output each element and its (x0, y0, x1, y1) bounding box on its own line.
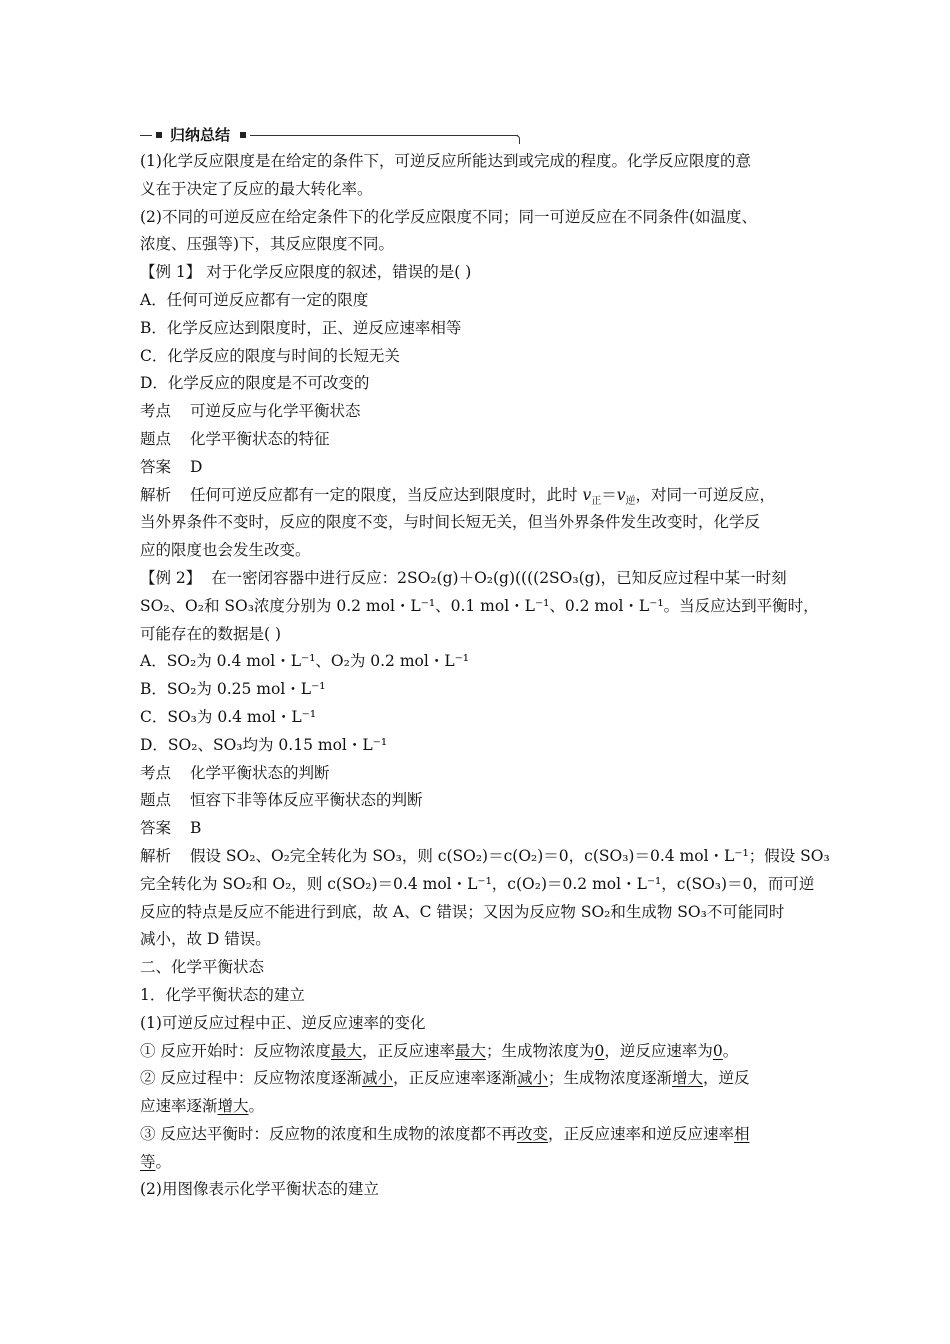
fill-answer: 最大 (454, 1041, 486, 1060)
fill-answer: 等 (140, 1152, 156, 1171)
tidian-label: 题点 (140, 429, 172, 448)
item-text: ① 反应开始时：反应物浓度 (140, 1041, 331, 1060)
example-2-option-b: B．SO₂为 0.25 mol・L⁻¹ (140, 680, 326, 699)
analysis-label: 解析 (140, 846, 172, 865)
fill-answer: 减小 (516, 1069, 548, 1088)
rate-change-item-2 (140, 1065, 820, 1093)
example-1-option-b: B．化学反应达到限度时，正、逆反应速率相等 (140, 318, 462, 337)
example-2-kaodian (140, 760, 820, 788)
kaodian-text: 可逆反应与化学平衡状态 (190, 402, 361, 421)
tidian-label: 题点 (140, 791, 172, 810)
item-text: ；生成物浓度为 (485, 1041, 595, 1060)
answer-text: B (190, 819, 202, 838)
rate-change-item-1 (140, 1038, 820, 1066)
example-1-option-d: D．化学反应的限度是不可改变的 (140, 374, 370, 393)
answer-label: 答案 (140, 457, 172, 476)
item-text: ，正反应速率逐渐 (392, 1069, 517, 1088)
summary-paragraph-2-cont: 浓度、压强等)下，其反应限度不同。 (140, 235, 395, 254)
rate-equality: v (582, 485, 592, 504)
item-text: ③ 反应达平衡时：反应物的浓度和生成物的浓度都不再 (140, 1124, 517, 1143)
section-heading: 二、化学平衡状态 (140, 958, 265, 977)
item-text: ，正反应速率和逆反应速率 (547, 1124, 734, 1143)
rate-change-item-3 (140, 1121, 820, 1149)
document-page (140, 126, 830, 1204)
example-1-analysis: 解析 任何可逆反应都有一定的限度，当反应达到限度时，此时 $v_正=v_逆$，对同一可逆反应， (140, 482, 820, 510)
example-1-kaodian (140, 398, 820, 426)
example-1-analysis-line-2: 当外界条件不变时，反应的限度不变，与时间长短无关，但当外界条件发生改变时，化学反 (140, 513, 761, 532)
example-1-option-c: C．化学反应的限度与时间的长短无关 (140, 346, 400, 365)
example-2-answer (140, 815, 820, 843)
kaodian-label: 考点 (140, 763, 172, 782)
example-2-analysis-line-2: 完全转化为 SO₂和 O₂，则 c(SO₂)＝0.4 mol・L⁻¹，c(O₂)＝0.2 mol・L⁻¹，c(SO₃)＝0，而可逆 (140, 874, 815, 893)
example-2-tidian (140, 787, 820, 815)
item-text: 。 (155, 1152, 172, 1171)
fill-answer: 增大 (217, 1097, 249, 1116)
subsection-heading: 1．化学平衡状态的建立 (140, 985, 305, 1004)
example-2-stem-text: 在一密闭容器中进行反应：2SO₂(g)＋O₂(g)((((2SO₃(g)，已知反应过程中某一时刻 (211, 568, 787, 587)
item-text: ，逆反应速率为 (604, 1041, 713, 1060)
subsection-item-2: (2)用图像表示化学平衡状态的建立 (140, 1180, 379, 1199)
example-2-option-a: A．SO₂为 0.4 mol・L⁻¹、O₂为 0.2 mol・L⁻¹ (140, 652, 470, 671)
header-lead-line (140, 135, 152, 136)
answer-text: D (190, 457, 203, 476)
summary-paragraph-1: (1)化学反应限度是在给定的条件下，可逆反应所能达到或完成的程度。化学反应限度的意 (140, 152, 751, 170)
header-square-icon (156, 132, 162, 138)
example-2-option-c: C．SO₃为 0.4 mol・L⁻¹ (140, 707, 317, 726)
fill-answer: 相 (733, 1124, 750, 1143)
fill-answer: 0 (712, 1041, 723, 1060)
answer-label: 答案 (140, 819, 172, 838)
analysis-text: 假设 SO₂、O₂完全转化为 SO₃，则 c(SO₂)＝c(O₂)＝0，c(SO₃)＝0.4 mol・L⁻¹；假设 SO₃ (190, 846, 830, 865)
example-1-stem: 【例 1】 对于化学反应限度的叙述，错误的是( ) (140, 263, 472, 282)
example-2-option-d: D．SO₂、SO₃均为 0.15 mol・L⁻¹ (140, 735, 388, 754)
kaodian-label: 考点 (140, 402, 172, 421)
summary-header (140, 126, 520, 148)
example-2-analysis-line-3: 反应的特点是反应不能进行到底，故 A、C 错误；又因为反应物 SO₂和生成物 SO₃不可能同时 (140, 902, 785, 921)
example-2-analysis (140, 843, 830, 871)
summary-paragraph-2: (2)不同的可逆反应在给定条件下的化学反应限度不同；同一可逆反应在不同条件(如温度、 (140, 207, 758, 226)
subsection-item-1: (1)可逆反应过程中正、逆反应速率的变化 (140, 1013, 426, 1032)
header-rule (250, 135, 518, 136)
tidian-text: 化学平衡状态的特征 (190, 429, 330, 448)
tidian-text: 恒容下非等体反应平衡状态的判断 (190, 791, 423, 810)
fill-answer: 0 (594, 1041, 605, 1060)
item-text: ，逆反 (703, 1069, 750, 1088)
rate-change-item-2-cont (140, 1093, 820, 1121)
example-2-stem-line-3: 可能存在的数据是( ) (140, 624, 282, 643)
example-2-stem-line-2: SO₂、O₂和 SO₃浓度分别为 0.2 mol・L⁻¹、0.1 mol・L⁻¹、0.2 mol・L⁻¹。当反应达到平衡时， (140, 596, 819, 615)
example-2-analysis-line-4: 减小，故 D 错误。 (140, 930, 271, 949)
header-corner (515, 135, 520, 144)
rate-change-item-3-cont (140, 1149, 820, 1177)
kaodian-text: 化学平衡状态的判断 (190, 763, 330, 782)
summary-paragraph-1-cont: 义在于决定了反应的最大转化率。 (140, 179, 373, 198)
item-text: 。 (722, 1041, 739, 1060)
item-text: ② 反应过程中：反应物浓度逐渐 (140, 1069, 362, 1088)
example-2-label: 【例 2】 (140, 568, 202, 587)
analysis-text: ，对同一可逆反应， (635, 485, 775, 504)
header-square-icon (240, 132, 246, 138)
item-text: ，正反应速率 (361, 1041, 455, 1060)
example-1-answer (140, 454, 820, 482)
analysis-label: 解析 (140, 485, 172, 504)
item-text: 应速率逐渐 (140, 1097, 218, 1116)
fill-answer: 改变 (516, 1124, 548, 1143)
example-2-stem (140, 565, 820, 593)
fill-answer: 增大 (672, 1069, 704, 1088)
fill-answer: 减小 (361, 1069, 393, 1088)
analysis-text: 任何可逆反应都有一定的限度，当反应达到限度时，此时 (190, 485, 583, 504)
item-text: 。 (248, 1097, 265, 1116)
example-1-analysis-line-3: 应的限度也会发生改变。 (140, 541, 311, 560)
item-text: ；生成物浓度逐渐 (547, 1069, 672, 1088)
example-1-option-a: A．任何可逆反应都有一定的限度 (140, 290, 369, 309)
summary-title: 归纳总结 (170, 126, 231, 144)
example-1-tidian (140, 426, 820, 454)
fill-answer: 最大 (330, 1041, 362, 1060)
